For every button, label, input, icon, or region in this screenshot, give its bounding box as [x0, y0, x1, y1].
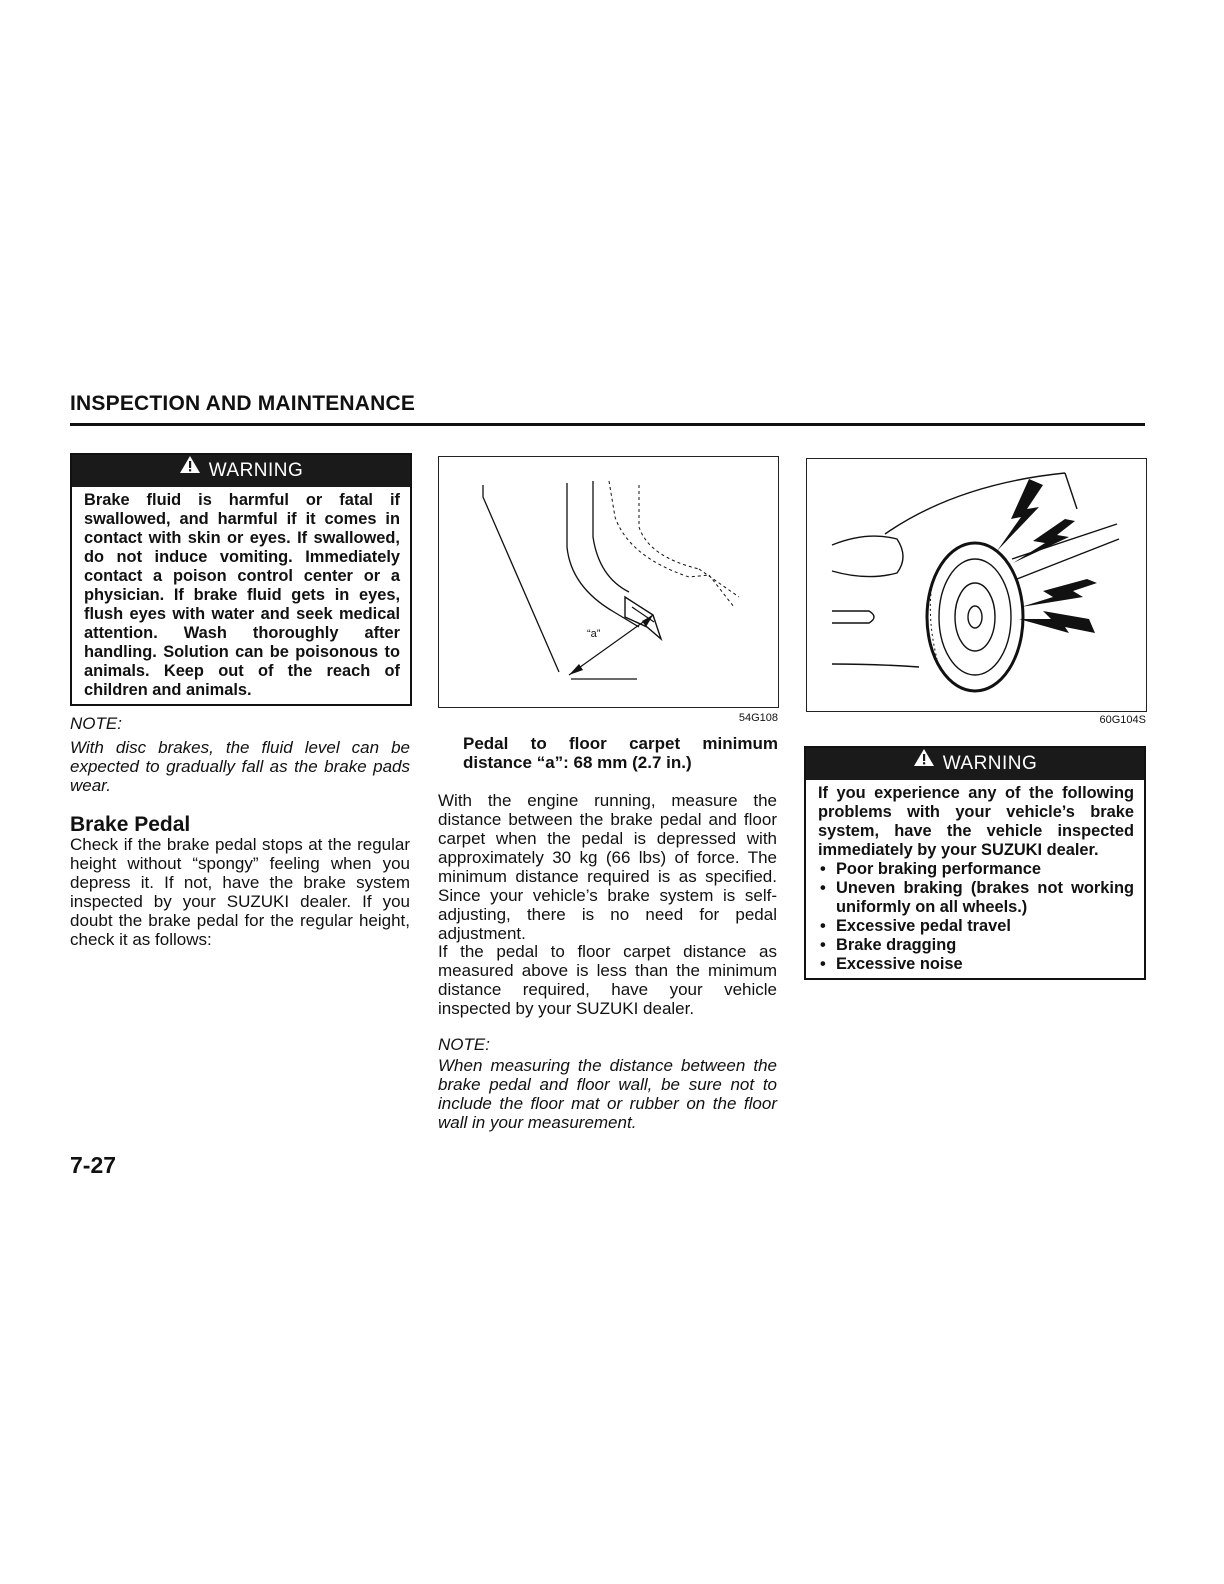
- measure-paragraph-1: With the engine running, measure the distance between the brake pedal and floor carpet when the pedal is depressed with approximately 30 kg (66 lbs) of force. The minimum distance required is as specified. Since your vehicle’s brake system is self-adjusting, there is no need for pedal adjustment.: [438, 791, 777, 943]
- noise-lightning-icon: [997, 479, 1097, 633]
- figure-code: 54G108: [738, 712, 778, 724]
- warning-triangle-icon: [913, 746, 935, 778]
- warning-header: [806, 748, 1144, 780]
- brake-fluid-warning: [70, 453, 412, 706]
- brake-pedal-heading: Brake Pedal: [70, 813, 191, 836]
- note-label: NOTE:: [438, 1035, 490, 1054]
- brake-noise-figure: [806, 458, 1147, 712]
- warning-text: Brake fluid is harmful or fatal if swallowed, and harmful if it comes in contact with skin or eyes. If swallowed, do not induce vomiting. Immediately contact a poison control center or a physician. If brake fluid gets in eyes, flush eyes with water and seek medical attention. Wash thoroughly after handling. Solution can be poisonous to animals. Keep out of the reach of children and animals.: [84, 491, 400, 699]
- warning-triangle-icon: [179, 453, 201, 485]
- warning-intro: If you experience any of the following problems with your vehicle’s brake system, have the vehicle inspected immediately by your SUZUKI dealer.: [818, 784, 1134, 859]
- list-item: • Poor braking performance: [818, 860, 1134, 879]
- brake-problems-warning: [804, 746, 1146, 980]
- warning-title: WARNING: [942, 753, 1038, 774]
- car-wheel-illustration: [807, 459, 1146, 711]
- wheel-icon: [927, 543, 1023, 691]
- note-text: When measuring the distance between the brake pedal and floor wall, be sure not to include the floor mat or rubber on the floor wall in your measurement.: [438, 1056, 777, 1132]
- figure-code: 60G104S: [1099, 714, 1146, 726]
- measure-paragraph-2: If the pedal to floor carpet distance as measured above is less than the minimum distance required, have your vehicle inspected by your SUZUKI dealer.: [438, 942, 777, 1018]
- figure-caption: Pedal to floor carpet minimum distance “a”: 68 mm (2.7 in.): [463, 734, 778, 772]
- page-number: 7-27: [70, 1152, 117, 1178]
- warning-text: [806, 780, 1144, 980]
- list-item: • Uneven braking (brakes not working uniformly on all wheels.): [818, 879, 1134, 917]
- list-item: • Excessive noise: [818, 955, 1134, 974]
- list-item: • Excessive pedal travel: [818, 917, 1134, 936]
- warning-title: WARNING: [208, 460, 304, 481]
- distance-a-label: “a”: [587, 628, 601, 640]
- header-rule: [70, 423, 1145, 426]
- note-text: With disc brakes, the fluid level can be expected to gradually fall as the brake pads wear.: [70, 738, 410, 795]
- warning-header: [72, 455, 410, 487]
- list-item: • Brake dragging: [818, 936, 1134, 955]
- note-label: NOTE:: [70, 714, 122, 733]
- section-title: INSPECTION AND MAINTENANCE: [70, 392, 416, 415]
- pedal-diagram: [439, 457, 778, 707]
- problem-list: [818, 860, 1134, 974]
- brake-pedal-text: Check if the brake pedal stops at the regular height without “spongy” feeling when you depress it. If not, have the brake system inspected by your SUZUKI dealer. If you doubt the brake pedal for the regular height, check it as follows:: [70, 835, 410, 949]
- pedal-distance-figure: [438, 456, 779, 708]
